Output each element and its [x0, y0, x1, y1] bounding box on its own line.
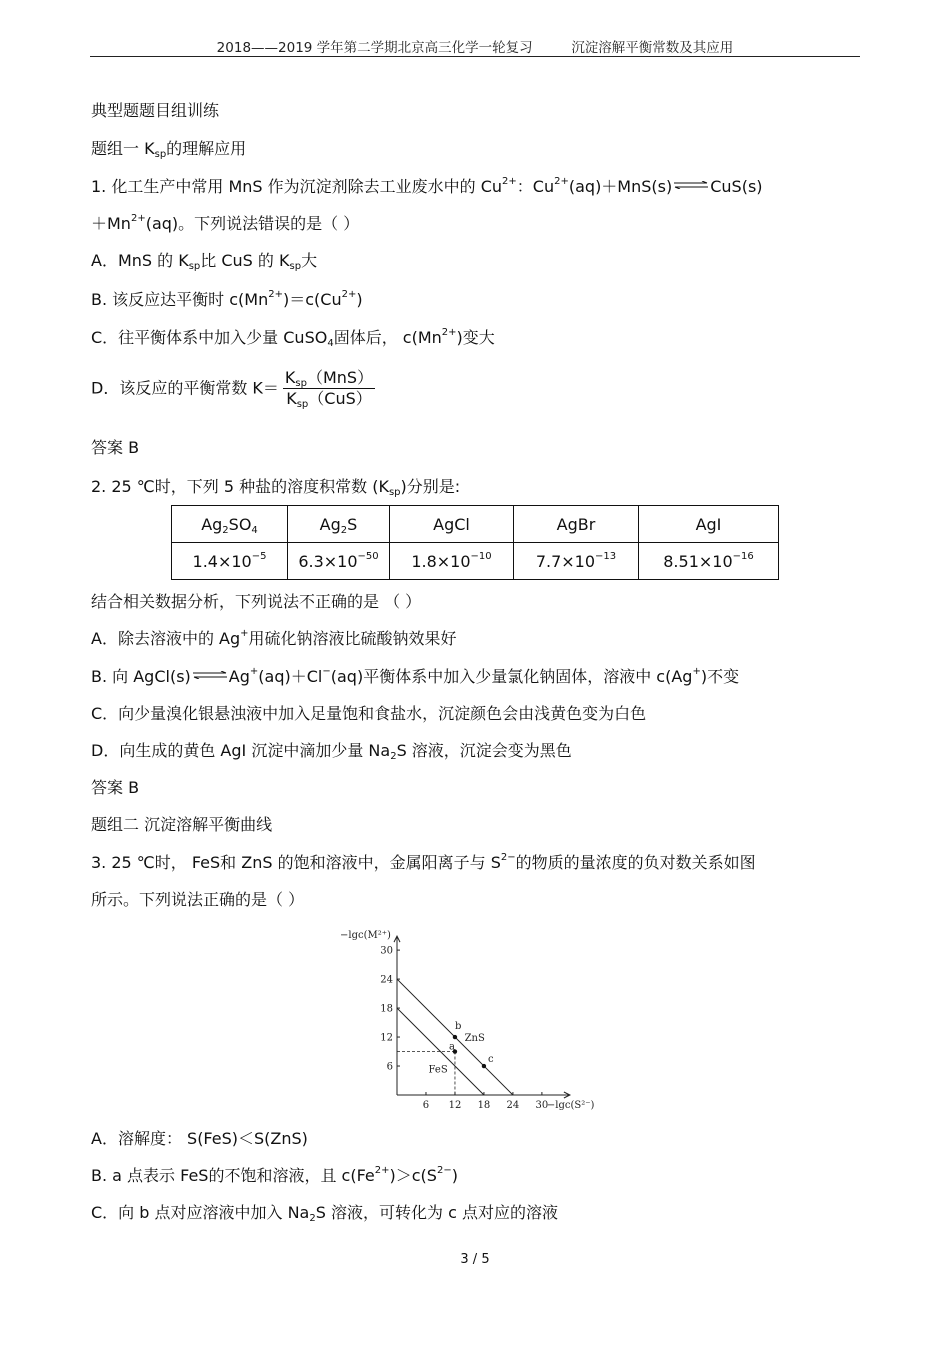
q2b-sup2: −: [322, 666, 331, 677]
group1-sub: sp: [154, 149, 167, 160]
table-value-cell: $6.3\times 10^{-50}$: [288, 543, 390, 580]
q2-answer: 答案 B: [91, 778, 140, 797]
y-tick-label: 24: [380, 974, 393, 986]
q1-option-c: [91, 328, 495, 348]
table-header-cell: AgCl: [390, 506, 514, 543]
q2-option-d: [91, 741, 572, 761]
q1a-sub1: sp: [188, 261, 201, 272]
q1-stem-line2: [91, 214, 359, 234]
q3c-sub: 2: [309, 1213, 316, 1224]
den-sub: sp: [296, 399, 309, 410]
q2a-sup: +: [240, 628, 249, 639]
header-left: 2018——2019 学年第二学期北京高三化学一轮复习: [216, 40, 533, 56]
table-header-cell: $Ag_2S$: [288, 506, 390, 543]
q1-option-b: [91, 290, 363, 310]
q1b-c: ): [356, 290, 363, 309]
q1c-sup: 2+: [441, 327, 457, 338]
q2-option-b: [91, 667, 739, 687]
group1-k: K: [144, 139, 155, 158]
series-label-fes: FeS: [428, 1064, 448, 1076]
q3-option-a: A．溶解度： S(FeS)＜S(ZnS): [91, 1129, 308, 1148]
q3-l1b: 的物质的量浓度的负对数关系如图: [515, 853, 756, 872]
q2a-b: 用硫化钠溶液比硫酸钠效果好: [248, 629, 457, 648]
q1-l1a: 1. 化工生产中常用 MnS 作为沉淀剂除去工业废水中的 Cu: [91, 177, 503, 196]
q3b-b: )＞c(S: [389, 1166, 437, 1185]
q2-stem: [91, 477, 460, 497]
den-k: K: [286, 389, 297, 408]
q1a-b: 比 CuS 的 K: [200, 251, 290, 270]
point-c: [482, 1064, 486, 1068]
group1-suffix: 的理解应用: [166, 139, 247, 158]
table-header-row: [172, 506, 779, 543]
ksp-table: [171, 505, 779, 580]
y-axis-label: −lgc(M²⁺): [340, 930, 391, 942]
fraction-numerator: [283, 368, 375, 389]
q1a-a: A．MnS 的 K: [91, 251, 189, 270]
q1-l1c: (aq)＋MnS(s): [568, 177, 673, 196]
q3-option-c: [91, 1203, 558, 1223]
solubility-chart: [336, 920, 626, 1112]
y-tick-label: 30: [380, 945, 393, 957]
q1-l2-sup: 2+: [130, 213, 146, 224]
q3c-b: S 溶液，可转化为 c 点对应的溶液: [315, 1203, 558, 1222]
q3-stem-line1: [91, 853, 756, 873]
section-title: 典型题题目组训练: [91, 101, 220, 120]
q3b-sup1: 2+: [374, 1165, 390, 1176]
y-tick-label: 18: [380, 1003, 393, 1015]
x-tick-label: 12: [448, 1100, 462, 1111]
table-header-cell: AgBr: [514, 506, 639, 543]
group1-title: [91, 139, 246, 159]
point-label-b: b: [454, 1021, 462, 1033]
y-tick-label: 6: [386, 1061, 393, 1073]
q1c-b: 固体后， c(Mn: [333, 328, 442, 347]
q3-option-b: [91, 1166, 458, 1186]
table-value-row: [172, 543, 779, 580]
q1c-a: C．往平衡体系中加入少量 CuSO: [91, 328, 328, 347]
q3b-sup2: 2−: [436, 1165, 452, 1176]
num-k: K: [284, 368, 296, 387]
group2-title: 题组二 沉淀溶解平衡曲线: [91, 815, 273, 834]
table-value-cell: $1.8\times 10^{-10}$: [390, 543, 514, 580]
q1a-c: 大: [301, 251, 318, 270]
q1b-b: )＝c(Cu: [282, 290, 342, 309]
q3-l1-sup: 2−: [500, 852, 516, 863]
point-label-c: c: [487, 1054, 494, 1066]
q3-stem-line2: 所示。下列说法正确的是（ ）: [91, 890, 305, 909]
x-axis-label: −lgc(S²⁻): [546, 1100, 595, 1111]
q1-l1-sup2: 2+: [554, 176, 569, 187]
q1-option-d: [91, 368, 375, 409]
series-line-fes: [397, 1008, 484, 1095]
den-rest: （CuS）: [308, 389, 372, 408]
ksp-fraction: [283, 368, 375, 409]
q1b-sup1: 2+: [268, 289, 283, 300]
q2-option-c: C．向少量溴化银悬浊液中加入足量饱和食盐水，沉淀颜色会由浅黄色变为白色: [91, 704, 647, 723]
q1d-a: D．该反应的平衡常数 K＝: [91, 378, 279, 398]
fraction-denominator: [283, 389, 375, 409]
header-rule: [90, 56, 860, 57]
q1b-sup2: 2+: [341, 289, 357, 300]
q2b-sup3: +: [692, 666, 701, 677]
q1-l1-sup1: 2+: [502, 176, 517, 187]
q1c-c: )变大: [456, 328, 495, 347]
q1-option-a: [91, 251, 317, 271]
point-label-a: a: [448, 1041, 455, 1053]
page-number: 3 / 5: [460, 1252, 490, 1267]
q2d-sub: 2: [390, 751, 397, 762]
q2b-e: )不变: [700, 667, 740, 686]
equilibrium-arrow-icon: [193, 671, 227, 679]
q3b-a: B. a 点表示 FeS的不饱和溶液，且 c(Fe: [91, 1166, 375, 1185]
page-header: [90, 36, 860, 56]
q1c-sub: 4: [327, 338, 334, 349]
q2-prompt: 结合相关数据分析，下列说法不正确的是 （ ）: [91, 592, 422, 611]
q2b-d: (aq)平衡体系中加入少量氯化钠固体，溶液中 c(Ag: [330, 667, 693, 686]
q2b-c: (aq)＋Cl: [258, 667, 323, 686]
group1-prefix: 题组一: [91, 139, 140, 158]
q1-answer: 答案 B: [91, 438, 140, 457]
q2b-b: Ag: [228, 667, 250, 686]
q2b-sup1: +: [249, 666, 259, 677]
table-header-cell: $Ag_2SO_4$: [172, 506, 288, 543]
q2-stem-a: 2. 25 ℃时，下列 5 种盐的溶度积常数 (K: [91, 477, 389, 496]
q2d-b: S 溶液，沉淀会变为黑色: [396, 741, 572, 760]
q2a-a: A．除去溶液中的 Ag: [91, 629, 241, 648]
q3c-a: C．向 b 点对应溶液中加入 Na: [91, 1203, 310, 1222]
q2-stem-b: )分别是:: [400, 477, 461, 496]
q1-l2a: ＋Mn: [91, 214, 131, 233]
x-tick-label: 30: [535, 1100, 549, 1111]
x-tick-label: 6: [422, 1100, 430, 1111]
q2-stem-sub: sp: [388, 487, 401, 498]
q1-stem-line1: [91, 177, 763, 197]
x-tick-label: 24: [506, 1100, 520, 1111]
q3-l1a: 3. 25 ℃时， FeS和 ZnS 的饱和溶液中，金属阳离子与 S: [91, 853, 501, 872]
q1a-sub2: sp: [289, 261, 302, 272]
equilibrium-arrow-icon: [674, 181, 708, 189]
series-label-zns: ZnS: [464, 1033, 485, 1045]
table-value-cell: $1.4\times 10^{-5}$: [172, 543, 288, 580]
q2b-a: B. 向 AgCl(s): [91, 667, 191, 686]
q2-option-a: [91, 629, 457, 649]
table-value-cell: $7.7\times 10^{-13}$: [514, 543, 639, 580]
y-tick-label: 12: [380, 1032, 393, 1044]
q1b-a: B. 该反应达平衡时 c(Mn: [91, 290, 269, 309]
x-tick-label: 18: [477, 1100, 491, 1111]
q2d-a: D．向生成的黄色 AgI 沉淀中滴加少量 Na: [91, 741, 391, 760]
num-sub: sp: [295, 378, 307, 389]
header-right: 沉淀溶解平衡常数及其应用: [571, 40, 734, 56]
q1-l1b: ：Cu: [516, 177, 555, 196]
table-header-cell: AgI: [639, 506, 779, 543]
q1-l1d: CuS(s): [710, 177, 763, 196]
num-rest: （MnS）: [306, 368, 374, 387]
point-b: [453, 1035, 457, 1039]
q3b-c: ): [451, 1166, 458, 1185]
table-value-cell: $8.51\times 10^{-16}$: [639, 543, 779, 580]
q1-l2b: (aq)。下列说法错误的是（ ）: [145, 214, 360, 233]
